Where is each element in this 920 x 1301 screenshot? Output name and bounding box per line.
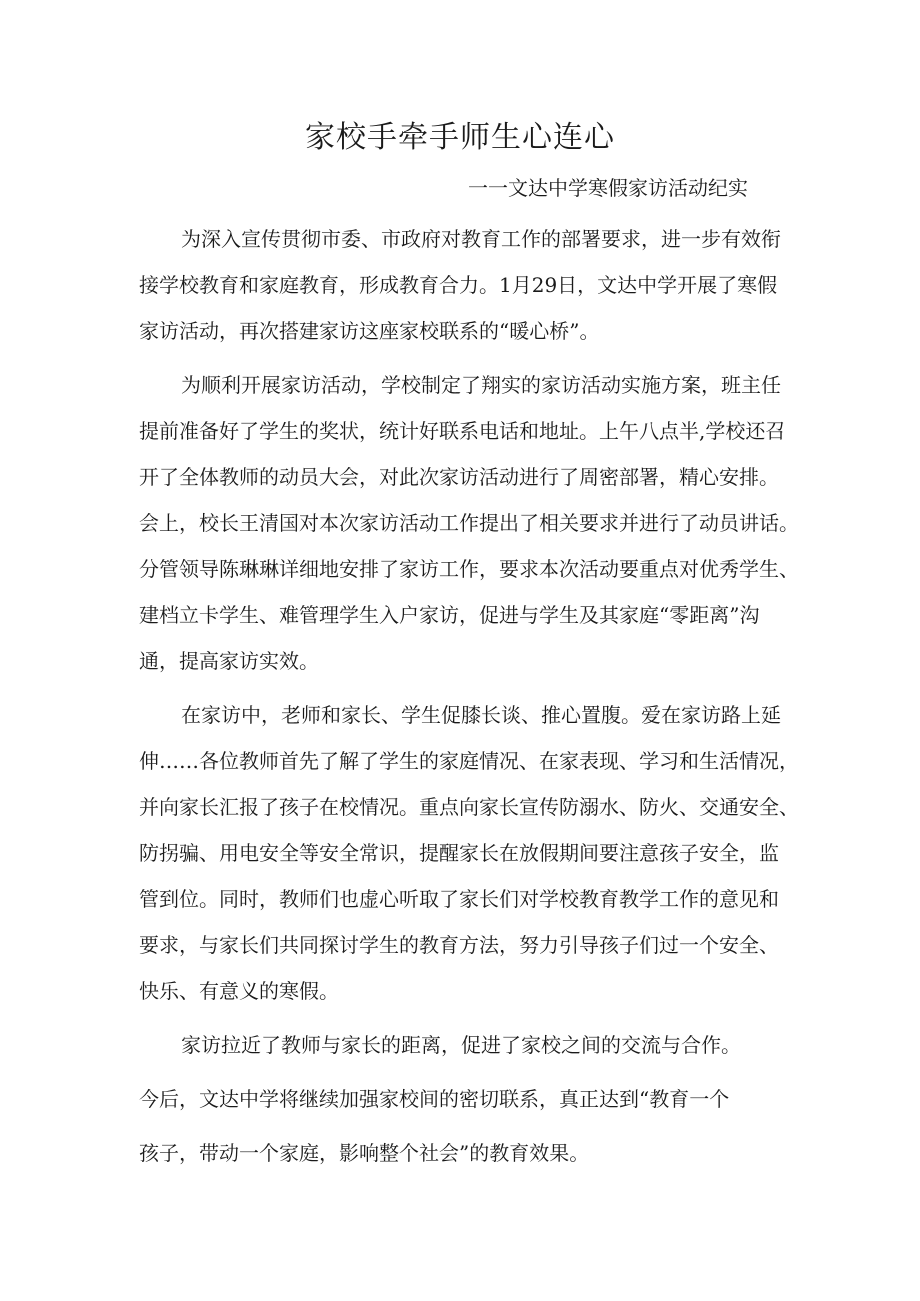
body-line: 防拐骗、用电安全等安全常识，提醒家长在放假期间要注意孩子安全，监 (139, 841, 779, 865)
body-line: 并向家长汇报了孩子在校情况。重点向家长宣传防溺水、防火、交通安全、 (139, 795, 799, 819)
body-line: 建档立卡学生、难管理学生入户家访，促进与学生及其家庭“零距离”沟 (139, 603, 760, 627)
body-line: 会上，校长王清国对本次家访活动工作提出了相关要求并进行了动员讲话。 (139, 511, 799, 535)
body-line: 分管领导陈琳琳详细地安排了家访工作，要求本次活动要重点对优秀学生、 (139, 557, 799, 581)
body-line: 要求，与家长们共同探讨学生的教育方法，努力引导孩子们过一个安全、 (139, 933, 779, 957)
document-subtitle: 一一文达中学寒假家访活动纪实 (468, 176, 748, 200)
body-line: 接学校教育和家庭教育，形成教育合力。1月29日，文达中学开展了寒假 (139, 273, 778, 297)
body-line: 在家访中，老师和家长、学生促膝长谈、推心置腹。爱在家访路上延 (181, 703, 781, 727)
body-line: 快乐、有意义的寒假。 (139, 979, 339, 1003)
body-line: 提前准备好了学生的奖状，统计好联系电话和地址。上午八点半,学校还召 (139, 419, 786, 443)
body-line: 管到位。同时，教师们也虚心听取了家长们对学校教育教学工作的意见和 (139, 887, 779, 911)
document-title: 家校手牵手师生心连心 (305, 120, 615, 155)
body-line: 为深入宣传贯彻市委、市政府对教育工作的部署要求，进一步有效衔 (181, 227, 781, 251)
body-line: 今后，文达中学将继续加强家校间的密切联系，真正达到“教育一个 (139, 1087, 730, 1111)
body-line: 家访拉近了教师与家长的距离，促进了家校之间的交流与合作。 (181, 1033, 741, 1057)
body-line: 开了全体教师的动员大会，对此次家访活动进行了周密部署，精心安排。 (139, 465, 779, 489)
body-line: 伸……各位教师首先了解了学生的家庭情况、在家表现、学习和生活情况， (139, 749, 799, 773)
body-line: 孩子，带动一个家庭，影响整个社会”的教育效果。 (139, 1141, 590, 1165)
body-line: 通，提高家访实效。 (139, 649, 319, 673)
body-line: 家访活动，再次搭建家访这座家校联系的“暖心桥”。 (139, 319, 600, 343)
body-line: 为顺利开展家访活动，学校制定了翔实的家访活动实施方案，班主任 (181, 373, 781, 397)
